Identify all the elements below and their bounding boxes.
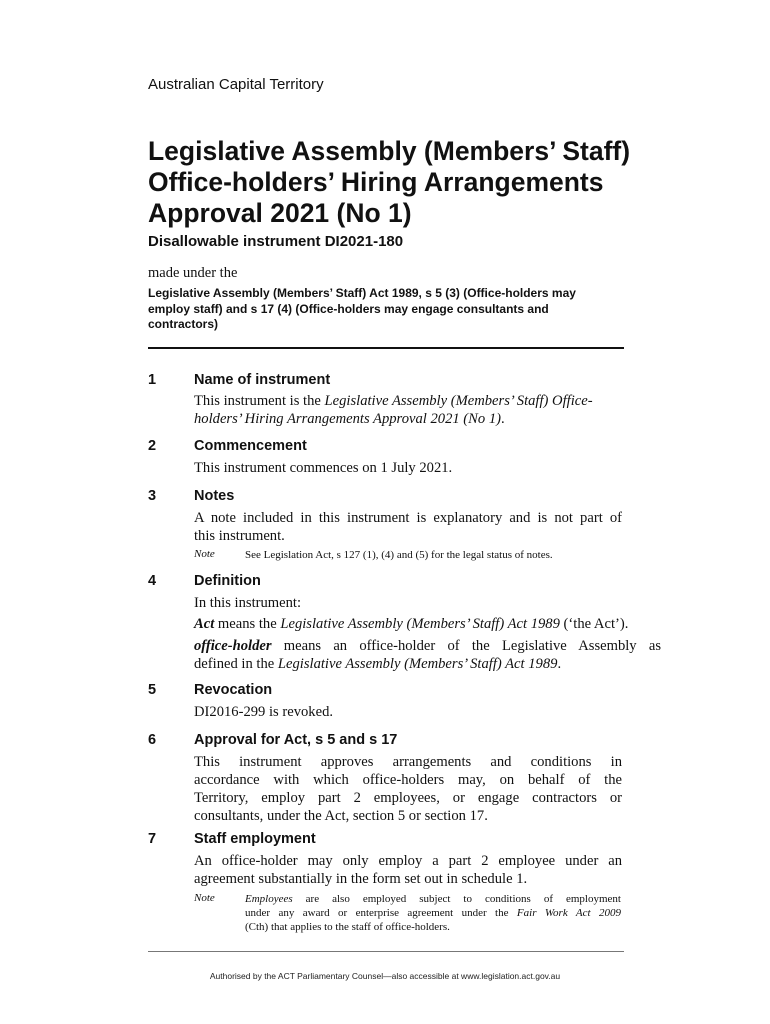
authority-line: Legislative Assembly (Members’ Staff) Act 1989, s 5 (3) (Office-holders may	[148, 286, 576, 300]
section-heading: Commencement	[194, 438, 307, 454]
body-text: .	[557, 656, 562, 672]
authority-line: contractors)	[148, 317, 219, 331]
section-number: 2	[148, 438, 157, 454]
instrument-name-ref: holders’ Hiring Arrangements Approval 2021 (No 1)	[194, 411, 502, 427]
body-text: (‘the Act’).	[559, 616, 629, 632]
section-number: 6	[148, 732, 157, 748]
body-text: defined in the	[194, 656, 278, 672]
section-body	[194, 392, 622, 428]
body-line: this instrument.	[194, 528, 285, 544]
section-body	[194, 753, 622, 825]
note-emphasis: Employees	[245, 893, 293, 905]
section-heading: Approval for Act, s 5 and s 17	[194, 732, 398, 748]
section-number: 5	[148, 682, 157, 698]
body-text: .	[501, 411, 505, 427]
body-line: accordance with which office-holders may, on behalf of the	[194, 772, 622, 788]
definition-intro: In this instrument:	[194, 595, 302, 611]
definition-office-holder	[194, 637, 661, 673]
section-heading: Name of instrument	[194, 372, 331, 388]
section-number: 1	[148, 372, 157, 388]
body-line: consultants, under the Act, section 5 or section 17.	[194, 808, 488, 824]
act-reference: Legislative Assembly (Members’ Staff) Act 1989	[280, 616, 560, 632]
footer-authorisation: Authorised by the ACT Parliamentary Counsel—also accessible at www.legislation.act.gov.au	[209, 971, 561, 981]
note-body: under any award or enterprise agreement under the	[245, 907, 517, 919]
body-line: This instrument approves arrangements and conditions in	[194, 754, 622, 770]
definition-act	[194, 615, 628, 633]
section-number: 4	[148, 573, 157, 589]
section-body	[194, 852, 622, 888]
section-body	[194, 509, 622, 545]
section-body: DI2016-299 is revoked.	[194, 704, 334, 720]
made-under-label: made under the	[148, 265, 238, 281]
section-heading: Definition	[194, 573, 261, 589]
defined-term: Act	[194, 616, 215, 632]
instrument-number: Disallowable instrument DI2021-180	[148, 233, 404, 250]
section-body: This instrument commences on 1 July 2021.	[194, 460, 453, 476]
title-line: Approval 2021 (No 1)	[148, 198, 412, 228]
defined-term: office-holder	[194, 638, 272, 654]
section-heading: Staff employment	[194, 831, 316, 847]
instrument-name-ref: Legislative Assembly (Members’ Staff) Office-	[324, 393, 593, 409]
title-line: Legislative Assembly (Members’ Staff)	[148, 136, 631, 166]
title-line: Office-holders’ Hiring Arrangements	[148, 167, 604, 197]
note-text: See Legislation Act, s 127 (1), (4) and (5) for the legal status of notes.	[245, 549, 553, 561]
body-text: This instrument is the	[194, 393, 325, 409]
note-body: (Cth) that applies to the staff of office-holders.	[245, 921, 450, 933]
note-body: are also employed subject to conditions of employment	[292, 893, 621, 905]
note-text	[245, 892, 621, 934]
note-label: Note	[194, 892, 215, 904]
body-line: An office-holder may only employ a part 2 employee under an	[194, 853, 622, 869]
section-heading: Notes	[194, 488, 235, 504]
section-number: 3	[148, 488, 157, 504]
body-line: Territory, employ part 2 employees, or engage contractors or	[194, 790, 622, 806]
body-text: means the	[214, 616, 281, 632]
authorising-act	[148, 286, 628, 333]
act-reference: Legislative Assembly (Members’ Staff) Act 1989	[277, 656, 558, 672]
body-line: agreement substantially in the form set out in schedule 1.	[194, 871, 528, 887]
body-text: means an office-holder of the Legislative Assembly as	[271, 638, 661, 654]
footer-divider	[148, 951, 624, 952]
page-title	[148, 136, 668, 229]
header-divider	[148, 347, 624, 349]
note-label: Note	[194, 548, 215, 560]
jurisdiction-label: Australian Capital Territory	[148, 76, 324, 93]
authority-line: employ staff) and s 17 (4) (Office-holders may engage consultants and	[148, 301, 549, 316]
act-reference: Fair Work Act 2009	[516, 907, 621, 919]
section-heading: Revocation	[194, 682, 273, 698]
body-line: A note included in this instrument is explanatory and is not part of	[194, 510, 622, 526]
section-number: 7	[148, 831, 157, 847]
